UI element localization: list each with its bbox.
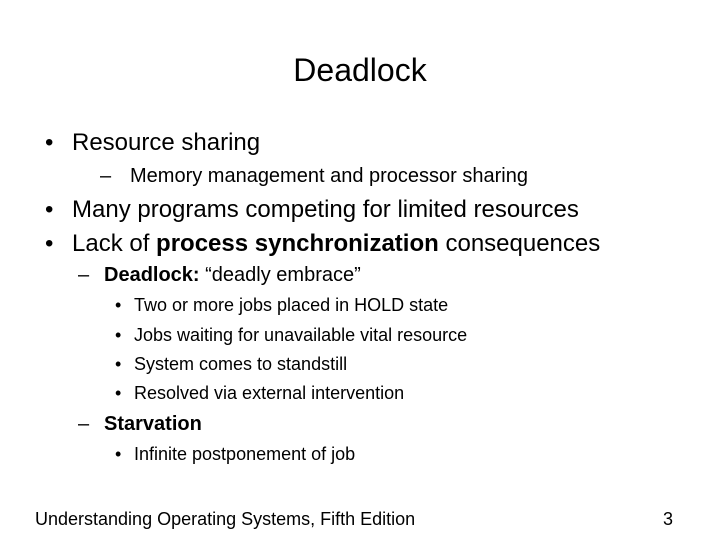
bullet-marker: •: [45, 129, 54, 156]
sub-bullet-starvation: Starvation: [104, 413, 202, 435]
sub-bullet-deadlock-bold: Deadlock:: [104, 264, 200, 286]
bullet-lack-of-sync-pre: Lack of: [72, 230, 157, 257]
dot-marker: •: [115, 325, 122, 345]
list-item: Jobs waiting for unavailable vital resource: [134, 325, 468, 345]
dash-marker: –: [78, 264, 90, 286]
dot-marker: •: [115, 295, 122, 315]
bullet-lack-of-sync-bold: process synchronization: [156, 230, 439, 257]
bullet-marker: •: [45, 230, 54, 257]
sub-bullet-memory-management: Memory management and processor sharing: [130, 165, 528, 187]
sub-bullet-deadlock: [104, 262, 361, 288]
list-item: System comes to standstill: [134, 354, 348, 374]
sub-bullet-deadlock-text: “deadly embrace”: [199, 264, 361, 286]
dot-marker: •: [115, 354, 122, 374]
bullet-marker: •: [45, 196, 54, 223]
bullet-resource-sharing: Resource sharing: [72, 129, 261, 156]
dash-marker: –: [100, 165, 112, 187]
dot-marker: •: [115, 383, 122, 403]
page-number: 3: [663, 509, 674, 529]
dash-marker: –: [78, 413, 90, 435]
footer-source: Understanding Operating Systems, Fifth Edition: [35, 509, 416, 529]
bullet-many-programs: Many programs competing for limited resources: [72, 196, 579, 223]
dot-marker: •: [115, 444, 122, 464]
slide-title: Deadlock: [293, 52, 427, 88]
bullet-lack-of-sync: [72, 229, 600, 259]
list-item: Infinite postponement of job: [134, 444, 356, 464]
list-item: Two or more jobs placed in HOLD state: [134, 295, 449, 315]
bullet-lack-of-sync-post: consequences: [438, 230, 601, 257]
list-item: Resolved via external intervention: [134, 383, 405, 403]
